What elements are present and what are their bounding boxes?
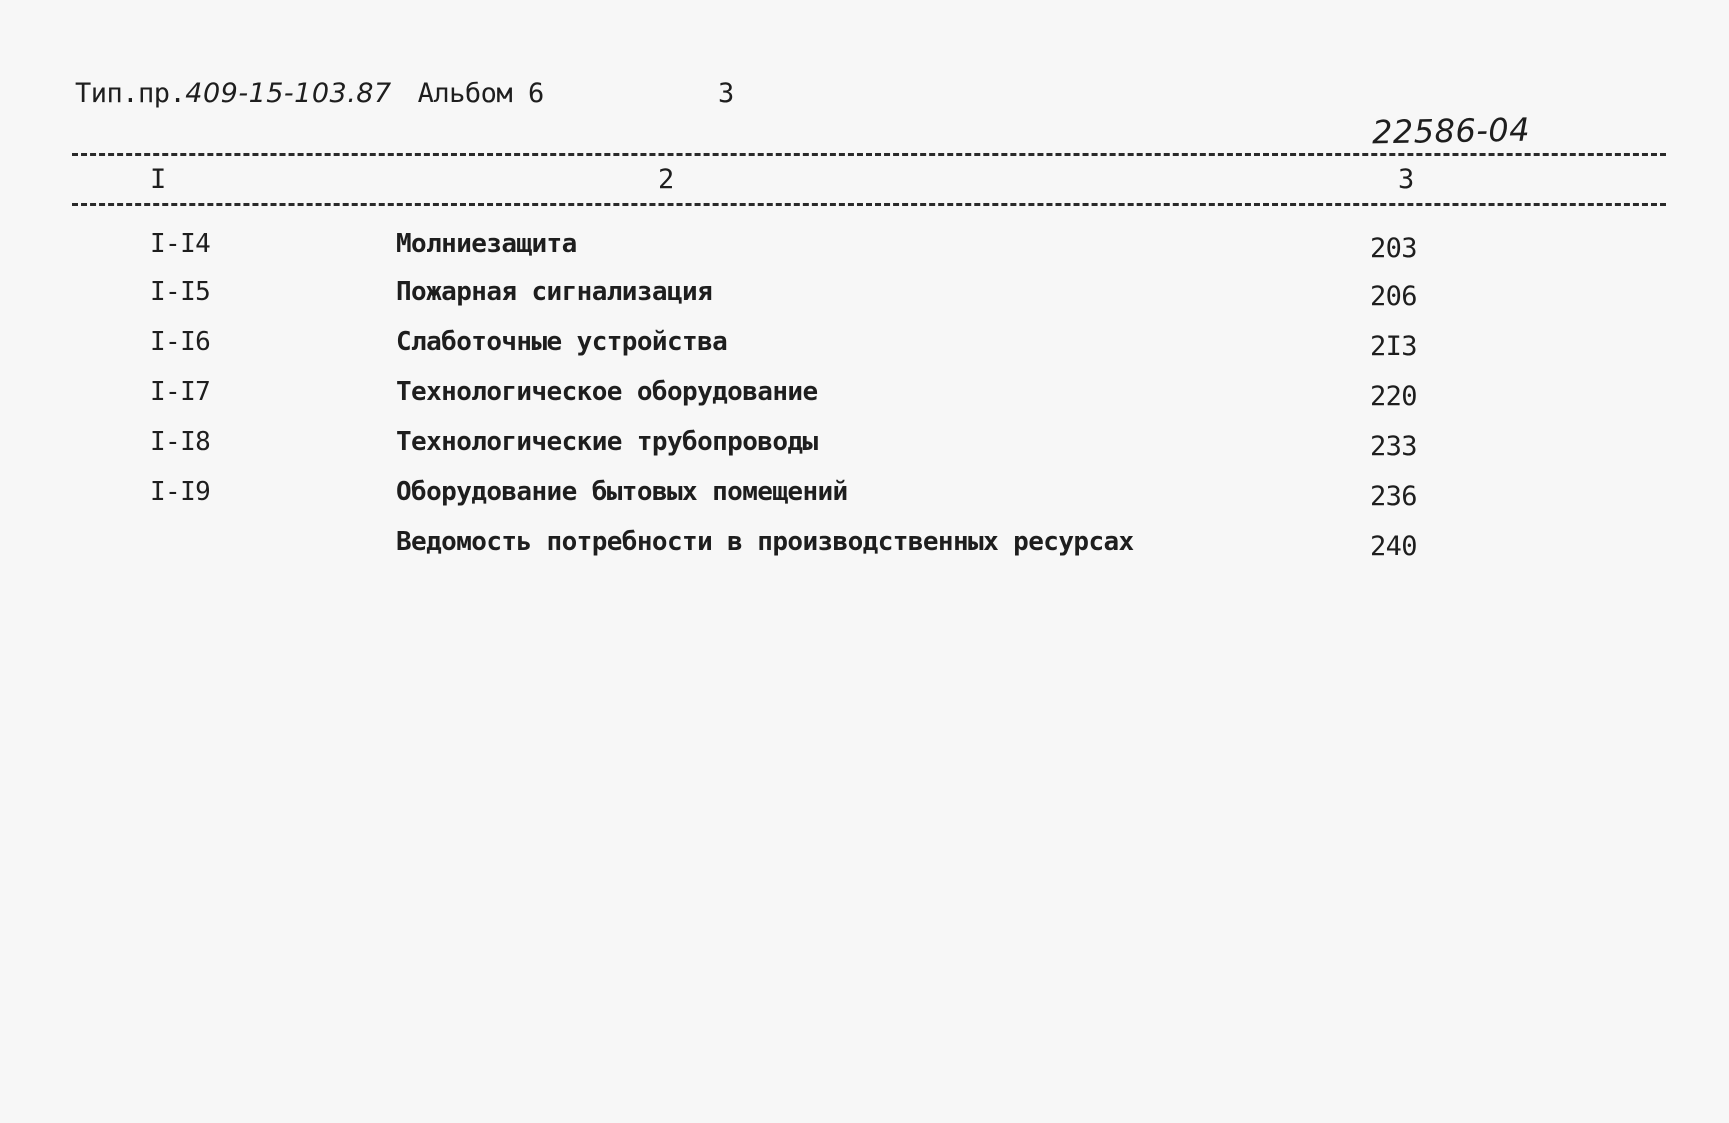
table-row <box>0 229 1729 269</box>
album-label: Альбом 6 <box>417 78 544 109</box>
table-row <box>0 527 1729 567</box>
row-page: 236 <box>1370 481 1417 512</box>
row-page: 203 <box>1370 233 1417 264</box>
row-title: Ведомость потребности в производственных ресурсах <box>396 527 1134 557</box>
row-title: Технологическое оборудование <box>396 377 818 407</box>
row-title: Слаботочные устройства <box>396 327 728 357</box>
row-title: Молниезащита <box>396 229 577 259</box>
row-code: I-I7 <box>150 377 211 407</box>
row-page: 233 <box>1370 431 1417 462</box>
row-code: I-I5 <box>150 277 211 307</box>
row-title: Оборудование бытовых помещений <box>396 477 848 507</box>
column-header-2: 2 <box>658 164 675 195</box>
row-page: 206 <box>1370 281 1417 312</box>
table-row <box>0 377 1729 417</box>
column-header-3: 3 <box>1398 164 1415 195</box>
row-code: I-I4 <box>150 229 211 259</box>
table-row <box>0 477 1729 517</box>
table-top-divider <box>72 153 1666 156</box>
row-title: Пожарная сигнализация <box>396 277 713 307</box>
project-number: 409-15-103.87 <box>185 78 392 109</box>
row-code: I-I8 <box>150 427 211 457</box>
handwritten-doc-number: 22586-04 <box>1371 110 1531 152</box>
table-header-divider <box>72 203 1666 206</box>
row-code: I-I6 <box>150 327 211 357</box>
table-row <box>0 277 1729 317</box>
column-header-1: I <box>150 164 167 195</box>
document-header <box>75 78 544 109</box>
header-prefix: Тип.пр. <box>75 78 186 109</box>
row-page: 2I3 <box>1370 331 1417 362</box>
row-title: Технологические трубопроводы <box>396 427 818 457</box>
table-row <box>0 427 1729 467</box>
table-row <box>0 327 1729 367</box>
row-code: I-I9 <box>150 477 211 507</box>
page-number: 3 <box>718 78 735 109</box>
row-page: 240 <box>1370 531 1417 562</box>
row-page: 220 <box>1370 381 1417 412</box>
